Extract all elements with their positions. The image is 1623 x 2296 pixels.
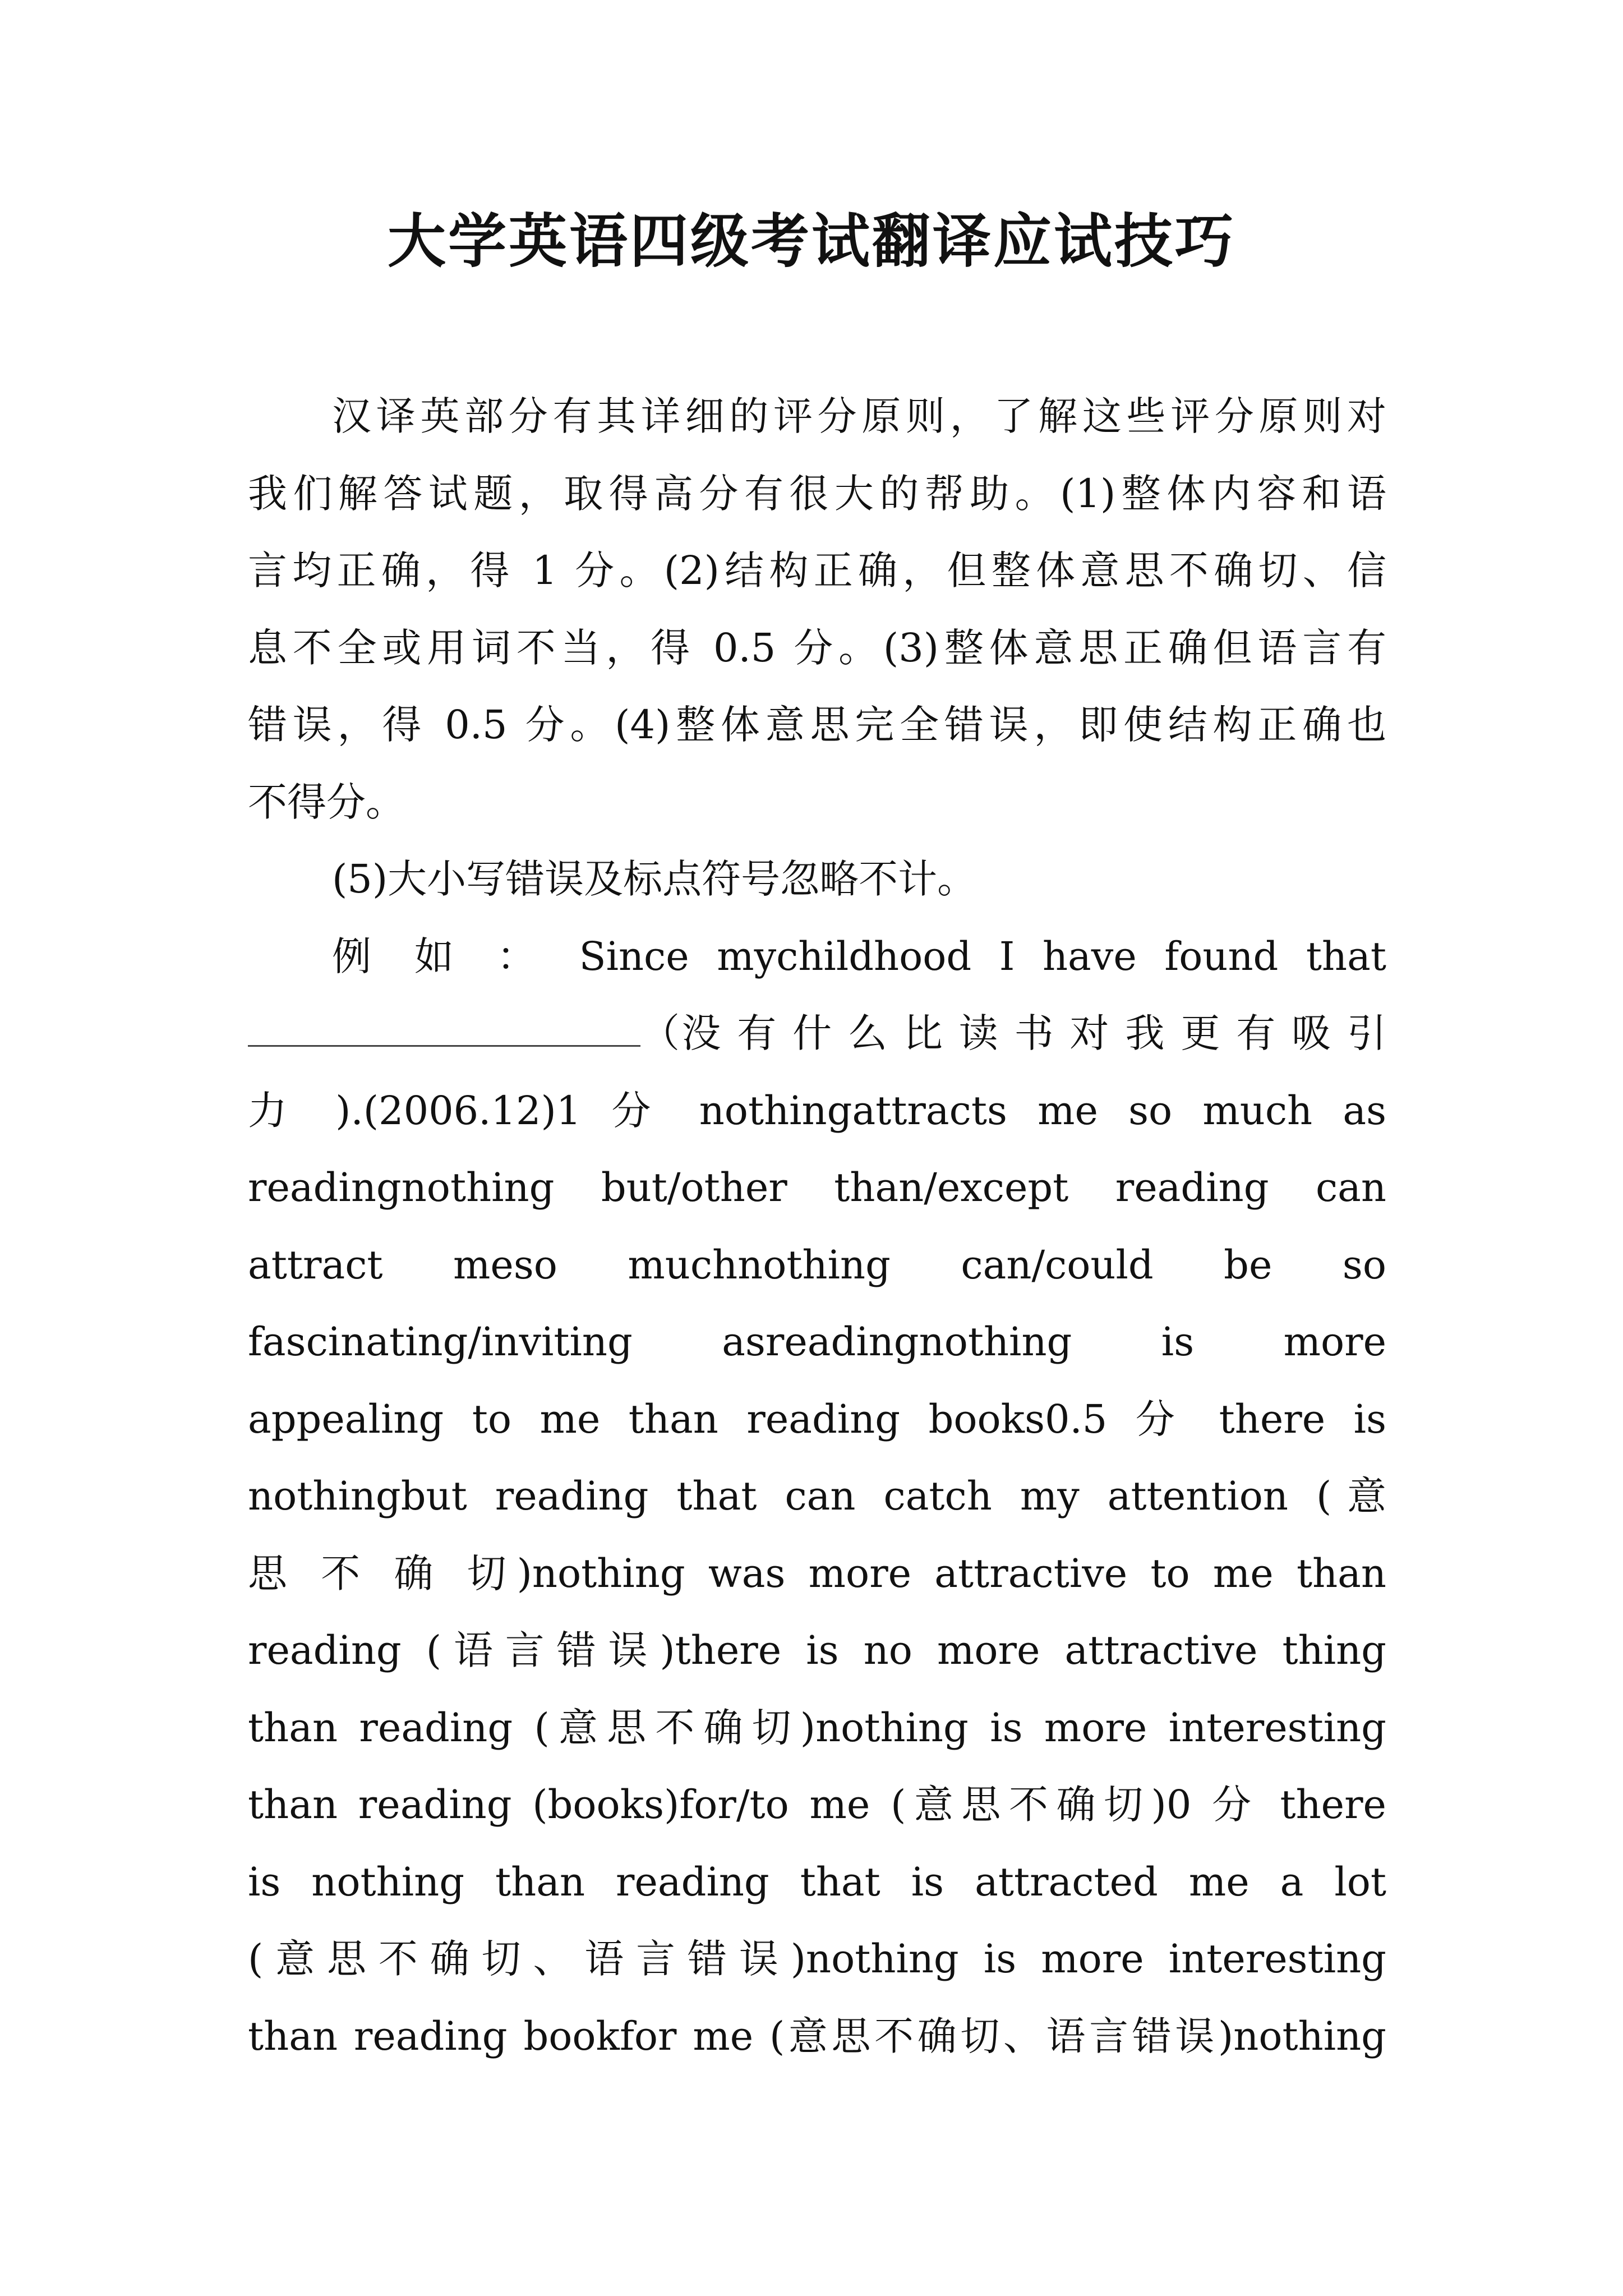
document-title: 大学英语四级考试翻译应试技巧 — [387, 206, 1235, 275]
paragraph-line: 言均正确，得 1 分。(2)结构正确，但整体意思不确切、信 — [248, 547, 1386, 593]
paragraph-line: （没 有 什 么 比 读 书 对 我 更 有 吸 引 — [640, 1010, 1386, 1056]
blank-line-row — [248, 995, 1386, 1073]
paragraph-line: reading (语言错误)there is no more attractive thing — [248, 1627, 1386, 1673]
paragraph-line: than reading bookfor me (意思不确切、语言错误)nothing — [248, 2013, 1386, 2059]
paragraph-line: fascinating/inviting asreadingnothing is more — [248, 1319, 1386, 1365]
paragraph-line: nothingbut reading that can catch my attention (意 — [248, 1473, 1386, 1519]
paragraph-line: 思 不 确 切)nothing was more attractive to me than — [248, 1550, 1386, 1596]
paragraph-line: 错误，得 0.5 分。(4)整体意思完全错误，即使结构正确也 — [248, 702, 1386, 748]
paragraph-line: 例 如 ： Since mychildhood I have found that — [332, 933, 1386, 979]
answer-blank — [248, 1011, 640, 1047]
paragraph-line: is nothing than reading that is attracted me a lot — [248, 1858, 1386, 1905]
paragraph-line: readingnothing but/other than/except reading can — [248, 1165, 1386, 1211]
document-body — [248, 378, 1386, 2075]
paragraph-line: 我们解答试题，取得高分有很大的帮助。(1)整体内容和语 — [248, 470, 1386, 517]
paragraph-line: 息不全或用词不当，得 0.5 分。(3)整体意思正确但语言有 — [248, 624, 1386, 671]
paragraph-line: attract meso muchnothing can/could be so — [248, 1241, 1386, 1288]
paragraph-line: (5)大小写错误及标点符号忽略不计。 — [332, 856, 977, 902]
paragraph-line: 不得分。 — [248, 779, 405, 825]
paragraph-line: 汉译英部分有其详细的评分原则，了解这些评分原则对 — [332, 393, 1386, 439]
paragraph-line: than reading (books)for/to me (意思不确切)0 分 there — [248, 1782, 1386, 1828]
paragraph-line: 力 ).(2006.12)1 分 nothingattracts me so much as — [248, 1087, 1386, 1134]
paragraph-line: than reading (意思不确切)nothing is more interesting — [248, 1704, 1386, 1751]
paragraph-line: appealing to me than reading books0.5 分 there is — [248, 1396, 1386, 1442]
paragraph-line: (意思不确切、语言错误)nothing is more interesting — [248, 1936, 1386, 1982]
